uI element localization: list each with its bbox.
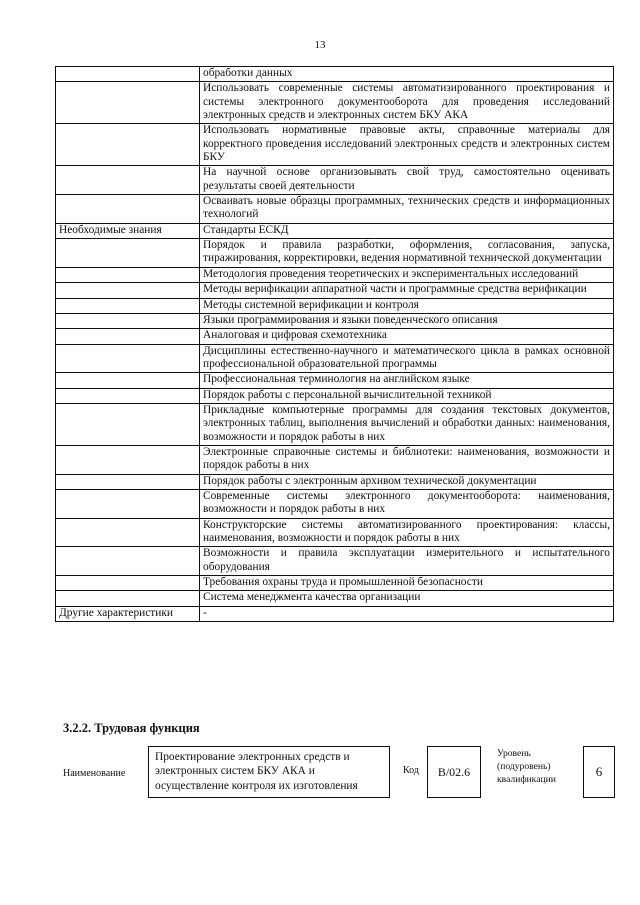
table-row [56, 283, 614, 298]
other-characteristics-label: Другие характеристики [56, 606, 200, 621]
empty-label-cell [56, 518, 200, 547]
table-row [56, 267, 614, 282]
empty-label-cell [56, 373, 200, 388]
empty-label-cell [56, 313, 200, 328]
function-name-label: Наименование [63, 768, 126, 779]
qualification-level-value: 6 [583, 746, 615, 798]
knowledge-item: Дисциплины естественно-научного и математического цикла в рамках основной профессиональной образовательной программы [200, 344, 614, 373]
table-row [56, 329, 614, 344]
empty-label-cell [56, 166, 200, 195]
table-row [56, 195, 614, 224]
table-row [56, 576, 614, 591]
empty-label-cell [56, 474, 200, 489]
knowledge-item: Методология проведения теоретических и экспериментальных исследований [200, 267, 614, 282]
section-title: 3.2.2. Трудовая функция [63, 721, 200, 735]
table-row [56, 547, 614, 576]
skill-item: Использовать нормативные правовые акты, справочные материалы для корректного проведения исследований электронных средств и электронных систем БКУ [200, 124, 614, 166]
table-row [56, 489, 614, 518]
empty-label-cell [56, 489, 200, 518]
empty-label-cell [56, 591, 200, 606]
qualification-level-label: Уровень (подуровень) квалификации [497, 748, 556, 785]
knowledge-item: Современные системы электронного документооборота: наименования, возможности и порядок работы в них [200, 489, 614, 518]
function-code-value: B/02.6 [427, 746, 481, 798]
table-row [56, 223, 614, 238]
knowledge-item: Профессиональная терминология на английском языке [200, 373, 614, 388]
table-row [56, 82, 614, 124]
table-row [56, 403, 614, 445]
empty-label-cell [56, 195, 200, 224]
knowledge-item: Языки программирования и языки поведенческого описания [200, 313, 614, 328]
table-row [56, 124, 614, 166]
empty-label-cell [56, 445, 200, 474]
empty-label-cell [56, 547, 200, 576]
knowledge-item: Конструкторские системы автоматизированного проектирования: классы, наименования, возможности и порядок работы в них [200, 518, 614, 547]
knowledge-item: Методы системной верификации и контроля [200, 298, 614, 313]
empty-label-cell [56, 267, 200, 282]
table-row [56, 474, 614, 489]
other-characteristics-value: - [200, 606, 614, 621]
page-number: 13 [314, 39, 326, 51]
knowledge-item: Система менеджмента качества организации [200, 591, 614, 606]
knowledge-item: Порядок работы с электронным архивом технической документации [200, 474, 614, 489]
knowledge-item: Требования охраны труда и промышленной безопасности [200, 576, 614, 591]
knowledge-item: Порядок работы с персональной вычислительной техникой [200, 388, 614, 403]
knowledge-item: Порядок и правила разработки, оформления, согласования, запуска, тиражирования, корректировки, ведения нормативной технической документации [200, 239, 614, 268]
table-row [56, 239, 614, 268]
table-row [56, 344, 614, 373]
skill-item: обработки данных [200, 67, 614, 82]
empty-label-cell [56, 576, 200, 591]
skill-item: Использовать современные системы автоматизированного проектирования и системы электронного документооборота для проведения исследований электронных средств и электронных систем БКУ АКА [200, 82, 614, 124]
table-row [56, 166, 614, 195]
empty-label-cell [56, 344, 200, 373]
empty-label-cell [56, 329, 200, 344]
knowledge-item: Аналоговая и цифровая схемотехника [200, 329, 614, 344]
empty-label-cell [56, 82, 200, 124]
skill-item: Осваивать новые образцы программных, технических средств и информационных технологий [200, 195, 614, 224]
table-row [56, 313, 614, 328]
requirements-table [55, 66, 614, 622]
labor-function-header [0, 744, 640, 814]
table-row [56, 445, 614, 474]
empty-label-cell [56, 388, 200, 403]
table-row [56, 67, 614, 82]
empty-label-cell [56, 403, 200, 445]
table-row [56, 591, 614, 606]
table-row [56, 298, 614, 313]
table-row [56, 606, 614, 621]
function-name-value: Проектирование электронных средств и электронных систем БКУ АКА и осуществление контроля их изготовления [148, 746, 390, 798]
table-row [56, 518, 614, 547]
knowledge-label: Необходимые знания [56, 223, 200, 238]
knowledge-item: Возможности и правила эксплуатации измерительного и испытательного оборудования [200, 547, 614, 576]
empty-label-cell [56, 298, 200, 313]
skill-item: На научной основе организовывать свой труд, самостоятельно оценивать результаты своей деятельности [200, 166, 614, 195]
function-code-label: Код [403, 765, 419, 776]
knowledge-item: Электронные справочные системы и библиотеки: наименования, возможности и порядок работы в них [200, 445, 614, 474]
skills-label-cell [56, 67, 200, 82]
empty-label-cell [56, 124, 200, 166]
table-row [56, 388, 614, 403]
knowledge-item: Методы верификации аппаратной части и программные средства верификации [200, 283, 614, 298]
empty-label-cell [56, 283, 200, 298]
knowledge-item: Прикладные компьютерные программы для создания текстовых документов, электронных таблиц, выполнения вычислений и обработки данных: наименования, возможности и порядок работы в них [200, 403, 614, 445]
knowledge-item: Стандарты ЕСКД [200, 223, 614, 238]
table-row [56, 373, 614, 388]
empty-label-cell [56, 239, 200, 268]
